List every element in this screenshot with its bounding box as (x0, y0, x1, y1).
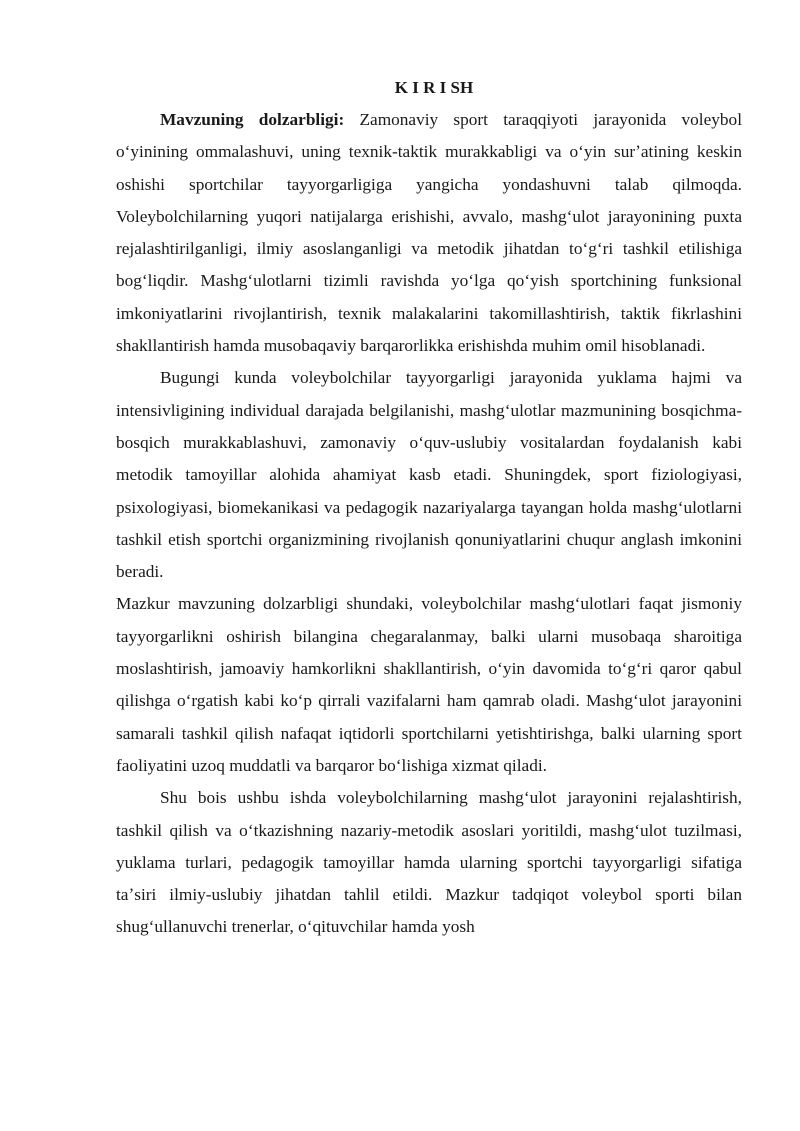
document-body (116, 72, 742, 944)
paragraph: Mazkur mavzuning dolzarbligi shundaki, voleybolchilar mashgʻulotlari faqat jismoniy tayyorgarlikni oshirish bilangina chegaralanmay, balki ularni musobaqa sharoitiga moslashtirish, jamoaviy hamkorlikni shakllantirish, oʻyin davomida toʻgʻri qaror qabul qilishga oʻrgatish kabi koʻp qirrali vazifalarni ham qamrab oladi. Mashgʻulot jarayonini samarali tashkil qilish nafaqat iqtidorli sportchilarni yetishtirishga, balki ularning sport faoliyatini uzoq muddatli va barqaror boʻlishiga xizmat qiladi. (116, 594, 742, 775)
paragraph-relevance (116, 104, 742, 362)
paragraph: Bugungi kunda voleybolchilar tayyorgarligi jarayonida yuklama hajmi va intensivligining individual darajada belgilanishi, mashgʻulotlar mazmunining bosqichma-bosqich murakkablashuvi, zamonaviy oʻquv-uslubiy vositalardan foydalanish kabi metodik tamoyillar alohida ahamiyat kasb etadi. Shuningdek, sport fiziologiyasi, psixologiyasi, biomekanikasi va pedagogik nazariyalarga tayangan holda mashgʻulotlarni tashkil etish sportchi organizmining rivojlanish qonuniyatlarini chuqur anglash imkonini beradi. (116, 368, 742, 582)
page-title: K I R I SH (394, 78, 474, 97)
paragraph-text: Zamonaviy sport taraqqiyoti jarayonida voleybol oʻyinining ommalashuvi, uning texnik-taktik murakkabligi va oʻyin surʼatining keskin oshishi sportchilar tayyorgarligiga yangicha yondashuvni talab qilmoqda. Voleybolchilarning yuqori natijalarga erishishi, avvalo, mashgʻulot jarayonining puxta rejalashtirilganligi, ilmiy asoslanganligi va metodik jihatdan toʻgʻri tashkil etilishiga bogʻliqdir. Mashgʻulotlarni tizimli ravishda yoʻlga qoʻyish sportchining funksional imkoniyatlarini rivojlantirish, texnik malakalarini takomillashtirish, taktik fikrlashini shakllantirish hamda musobaqaviy barqarorlikka erishishda muhim omil hisoblanadi. (116, 110, 742, 356)
paragraph: Shu bois ushbu ishda voleybolchilarning mashgʻulot jarayonini rejalashtirish, tashkil qilish va oʻtkazishning nazariy-metodik asoslari yoritildi, mashgʻulot tuzilmasi, yuklama turlari, pedagogik tamoyillar hamda ularning sportchi tayyorgarligi sifatiga taʼsiri ilmiy-uslubiy jihatdan tahlil etildi. Mazkur tadqiqot voleybol sporti bilan shugʻullanuvchi trenerlar, oʻqituvchilar hamda yosh (116, 788, 742, 937)
paragraph-lead: Mavzuning dolzarbligi: (160, 110, 345, 129)
